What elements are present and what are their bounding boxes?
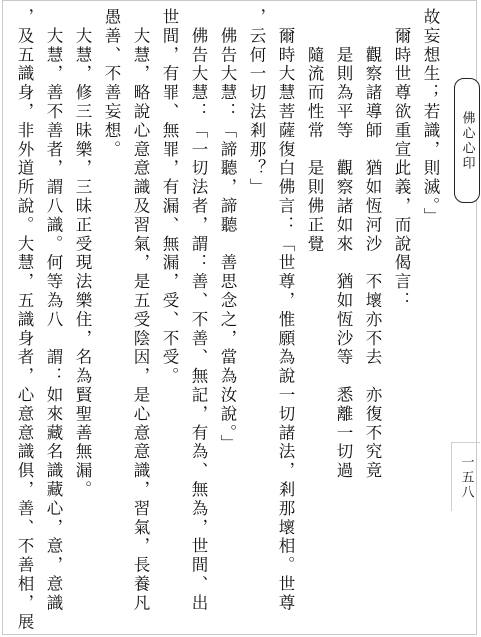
text-column-8: 佛告大慧：「諦聽，諦聽 善思念之，當為汝說。」 xyxy=(218,8,237,454)
text-column-14: 大慧，善不善者，謂八識。何等為八 謂：如來藏名識藏心，意，意識 xyxy=(44,8,63,613)
header-tab-label: 佛心心印 xyxy=(459,110,475,171)
text-column-2: 爾時世尊欲重宣此義，而說偈言： xyxy=(392,8,411,311)
text-column-1: 故妄想生；若識，則滅。」 xyxy=(421,8,440,227)
text-column-13: 大慧，修三昧樂，三昧正受現法樂住，名為賢聖善無漏。 xyxy=(73,8,92,500)
text-column-5: 隨流而性常 是則佛正覺 xyxy=(305,8,324,254)
frame-top-line xyxy=(2,0,477,1)
frame-bottom-line xyxy=(2,634,477,635)
frame-left-line xyxy=(2,0,3,635)
text-column-7: ，云何一切法剎那？」 xyxy=(247,8,266,197)
text-column-10: 世間，有罪、無罪，有漏、無漏，受、不受。 xyxy=(160,8,179,386)
book-page xyxy=(2,0,477,635)
text-column-11: 大慧，略說心意意識及習氣，是五受陰因，是心意意識，習氣，長養凡 xyxy=(131,8,150,613)
text-column-6: 爾時大慧菩薩復白佛言：「世尊，惟願為說一切諸法，剎那壞相。世尊 xyxy=(276,8,295,613)
text-column-12: 愚善、不善妄想。 xyxy=(102,8,121,160)
text-column-3: 觀察諸導師 猶如恆河沙 不壞亦不去 亦復不究竟 xyxy=(363,8,382,481)
header-tab xyxy=(454,78,480,203)
text-column-4: 是則為平等 觀察諸如來 猶如恆沙等 悉離一切過 xyxy=(334,8,353,481)
text-column-9: 佛告大慧：「一切法者，謂：善、不善、無記，有為、無為，世間、出 xyxy=(189,8,208,613)
page-number: 一五八 xyxy=(458,454,474,500)
page-number-box xyxy=(451,442,480,511)
text-column-15: ，及五識身，非外道所說。大慧，五識身者，心意意識俱，善、不善相，展 xyxy=(15,8,34,632)
